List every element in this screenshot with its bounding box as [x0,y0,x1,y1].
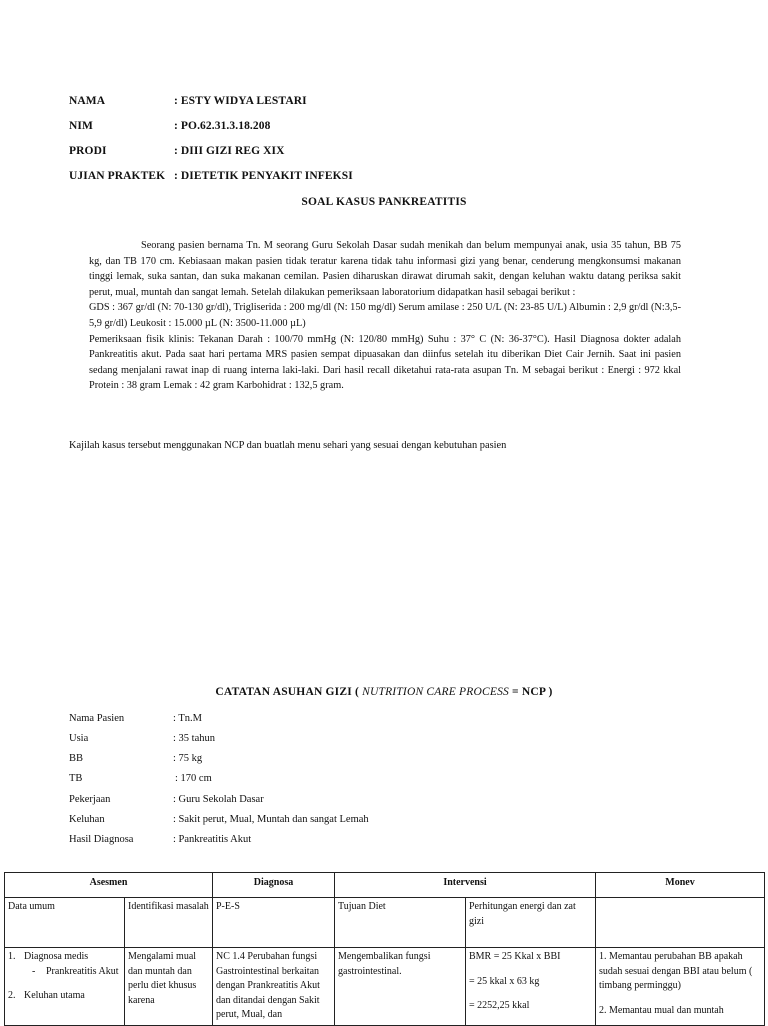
sub-perhitungan: Perhitungan energi dan zat gizi [466,898,596,948]
cell-monev [596,948,765,1026]
ncp-table [4,872,765,1026]
patient-label: Nama Pasien [69,713,125,724]
header-label: UJIAN PRAKTEK [69,170,166,182]
patient-label: Keluhan [69,814,105,825]
table-subheader-row [5,898,765,948]
calc-line: = 2252,25 kkal [469,1000,530,1011]
cell-identifikasi: Mengalami mual dan muntah dan perlu diet khusus karena [125,948,213,1026]
ncp-title-em: NUTRITION CARE PROCESS [362,686,509,698]
data-umum-list [8,950,121,1004]
ncp-title [0,686,768,698]
case-body [89,238,681,394]
patient-label: BB [69,753,84,764]
sub-list-text: Prankreatitis Akut [46,965,119,977]
patient-value: : Guru Sekolah Dasar [173,794,264,805]
patient-label: Hasil Diagnosa [69,834,134,845]
cell-tujuan: Mengembalikan fungsi gastrointestinal. [335,948,466,1026]
patient-value: : 35 tahun [173,733,215,744]
header-value: : ESTY WIDYA LESTARI [174,95,307,107]
list-text: Diagnosa medis [24,951,89,962]
sub-pes: P-E-S [213,898,335,948]
monev-item: 1. Memantau perubahan BB apakah sudah sesuai dengan BBI atau belum ( timbang perminggu) [599,951,753,991]
calc-line: BMR = 25 Kkal x BBI [469,951,561,962]
header-asesmen: Asesmen [5,873,213,898]
case-title: SOAL KASUS PANKREATITIS [301,196,467,208]
patient-label: TB [69,773,83,784]
list-dash: - [32,965,36,977]
ncp-title-post: = NCP ) [508,686,553,698]
cell-data-umum [5,948,125,1026]
header-intervensi: Intervensi [335,873,596,898]
sub-tujuan: Tujuan Diet [335,898,466,948]
table-header-row [5,873,765,898]
header-label: PRODI [69,145,107,157]
header-value: : DIII GIZI REG XIX [174,145,285,157]
list-text: Keluhan utama [24,990,85,1001]
sub-monev [596,898,765,948]
list-number: 2. [8,990,16,1001]
list-item [8,950,121,979]
ncp-title-pre: CATATAN ASUHAN GIZI ( [215,686,363,698]
patient-value: : Sakit perut, Mual, Muntah dan sangat Lemah [173,814,369,825]
calc-line: = 25 kkal x 63 kg [469,975,540,987]
sub-data-umum: Data umum [5,898,125,948]
sub-identifikasi: Identifikasi masalah [125,898,213,948]
case-paragraph-labs: GDS : 367 gr/dl (N: 70-130 gr/dl), Trigliserida : 200 mg/dl (N: 150 mg/dl) Serum amilase : 250 U/L (N: 23-85 U/L) Albumin : 2,9 gr/dl (N:3,5-5,9 gr/dl) Leukosit : 15.000 µL (N: 3500-11.000 µL) [89,302,681,329]
patient-value: : 75 kg [173,753,203,764]
list-number: 1. [8,951,16,962]
sub-list-item [24,965,121,980]
patient-value: : Tn.M [173,713,202,724]
case-paragraph-clinical: Pemeriksaan fisik klinis: Tekanan Darah : 100/70 mmHg (N: 120/80 mmHg) Suhu : 37° C (N: 36-37°C). Hasil Diagnosa dokter adalah Pankreatitis akut. Pada saat hari pertama MRS pasien sempat dipuasakan dan diinfus setelah itu diberikan Diet Cair Jernih. Saat ini pasien sedang menjalani rawat inap di ruang interna laki-laki. Dari hasil recall diketahui rata-rata asupan Tn. M sebagai berikut : Energi : 972 kkal Protein : 38 gram Lemak : 42 gram Karbohidrat : 132,5 gram. [89,333,681,392]
header-monev: Monev [596,873,765,898]
patient-value: : Pankreatitis Akut [173,834,252,845]
header-label: NAMA [69,95,106,107]
header-diagnosa: Diagnosa [213,873,335,898]
patient-label: Usia [69,733,89,744]
table-row [5,948,765,1026]
cell-perhitungan [466,948,596,1026]
patient-value: : 170 cm [175,773,212,784]
cell-diagnosa: NC 1.4 Perubahan fungsi Gastrointestinal berkaitan dengan Prankreatitis Akut dan ditandai dengan Sakit perut, Mual, dan [213,948,335,1026]
patient-label: Pekerjaan [69,794,111,805]
header-label: NIM [69,120,93,132]
monev-item: 2. Memantau mual dan muntah [599,1004,724,1016]
case-task: Kajilah kasus tersebut menggunakan NCP dan buatlah menu sehari yang sesuai dengan kebutuhan pasien [69,440,507,451]
list-item [8,989,121,1004]
header-value: : PO.62.31.3.18.208 [174,120,271,132]
case-paragraph-1: Seorang pasien bernama Tn. M seorang Guru Sekolah Dasar sudah menikah dan belum mempunyai anak, usia 35 tahun, BB 75 kg, dan TB 170 cm. Kebiasaan makan pasien tidak teratur karena tidak tahu informasi gizi yang benar, cenderung mengkonsumsi makanan tinggi lemak, suka santan, dan suka makanan cemilan. Pasien diharuskan dirawat dirumah sakit, dengan keluhan waktu datang periksa sakit perut, mual, muntah dan sangat lemah. Setelah dilakukan pemeriksaan laboratorium didapatkan hasil sebagai berikut : [89,240,681,298]
header-value: : DIETETIK PENYAKIT INFEKSI [174,170,353,182]
